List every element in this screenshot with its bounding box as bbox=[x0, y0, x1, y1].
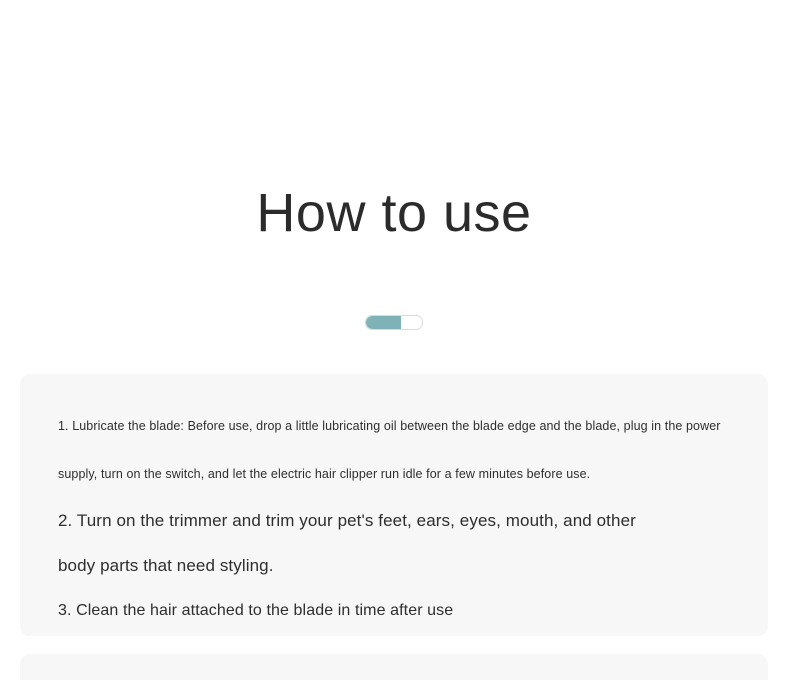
progress-divider bbox=[365, 315, 423, 330]
instruction-step-2-line-1: 2. Turn on the trimmer and trim your pet's feet, ears, eyes, mouth, and other bbox=[58, 511, 636, 530]
divider-container bbox=[0, 315, 788, 330]
instruction-step-1 bbox=[40, 402, 748, 498]
instruction-step-2 bbox=[40, 498, 748, 588]
instruction-step-3-line-1: 3. Clean the hair attached to the blade in time after use bbox=[58, 602, 454, 619]
instruction-step-1-line-1: 1. Lubricate the blade: Before use, drop a little lubricating oil between the blade edge and the blade, plug in the power bbox=[58, 419, 721, 433]
instruction-step-3 bbox=[40, 588, 748, 634]
next-card-preview bbox=[20, 654, 768, 680]
page-title: How to use bbox=[256, 183, 532, 244]
progress-divider-fill bbox=[366, 316, 401, 329]
instruction-step-2-line-2: body parts that need styling. bbox=[58, 556, 274, 575]
instructions-card bbox=[20, 374, 768, 636]
instruction-step-1-line-2: supply, turn on the switch, and let the electric hair clipper run idle for a few minutes before use. bbox=[58, 467, 591, 481]
